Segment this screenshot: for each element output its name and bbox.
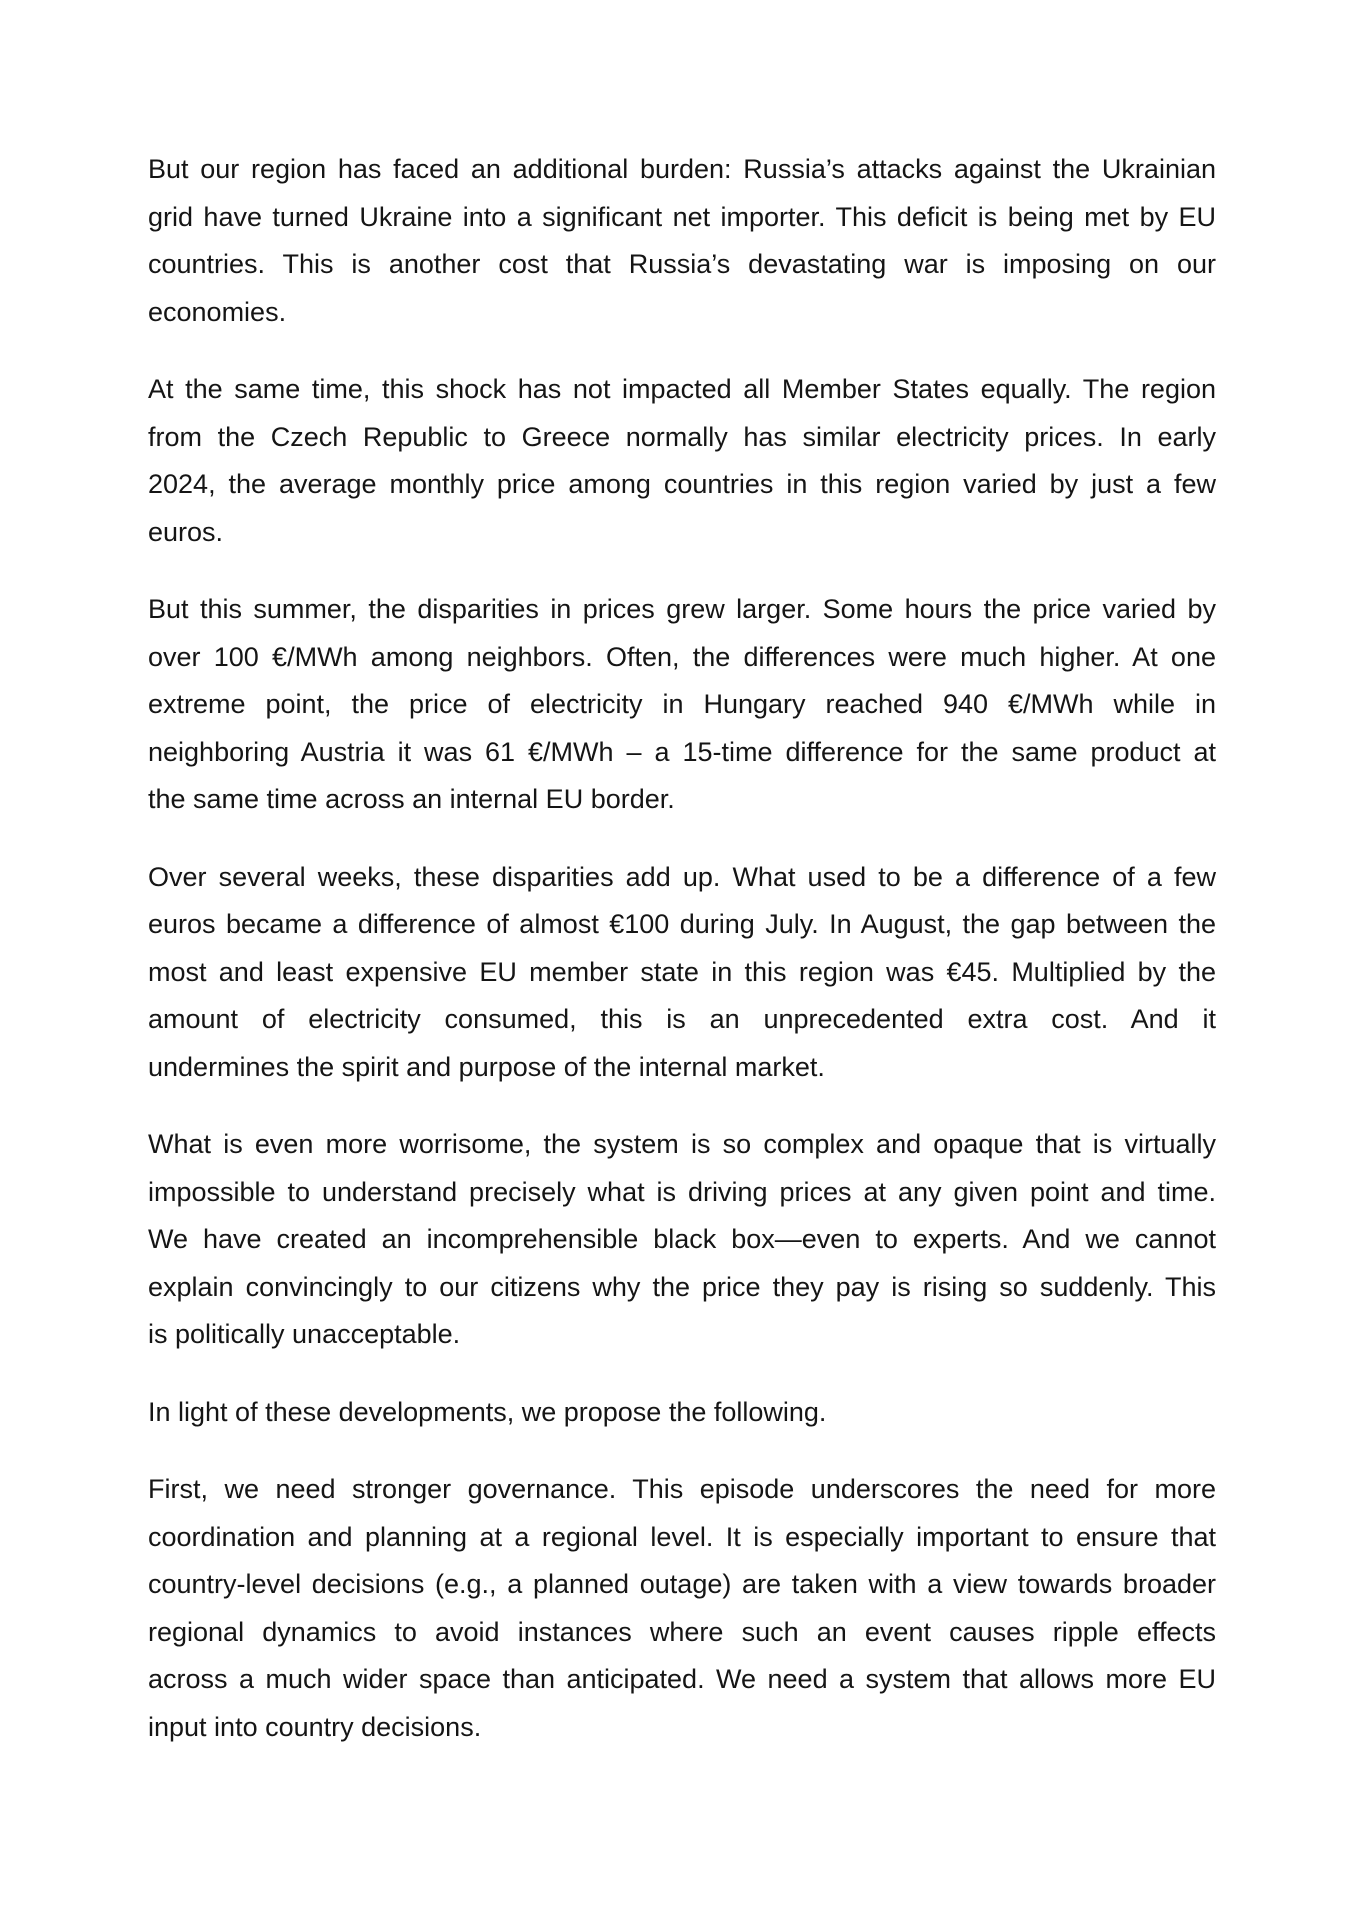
paragraph (148, 1466, 1216, 1751)
text-line: First, we need stronger governance. This episode underscores the need for more (148, 1474, 1216, 1504)
paragraph (148, 1121, 1216, 1359)
text-line: from the Czech Republic to Greece normally has similar electricity prices. In early (148, 421, 1216, 452)
text-line: euros became a difference of almost €100 during July. In August, the gap between the (148, 909, 1216, 939)
text-line: impossible to understand precisely what is driving prices at any given point and time. (148, 1176, 1216, 1207)
text-line: explain convincingly to our citizens why the price they pay is rising so suddenly. This (148, 1271, 1216, 1302)
paragraph (148, 586, 1216, 824)
text-line: country-level decisions (e.g., a planned outage) are taken with a view towards broader (148, 1569, 1216, 1599)
text-line: countries. This is another cost that Russia’s devastating war is imposing on our (148, 249, 1216, 279)
paragraph (148, 854, 1216, 1092)
text-line: coordination and planning at a regional level. It is especially important to ensure that (148, 1521, 1216, 1552)
text-line: But this summer, the disparities in prices grew larger. Some hours the price varied by (148, 594, 1216, 624)
text-line: extreme point, the price of electricity in Hungary reached 940 €/MWh while in (148, 689, 1216, 719)
text-line: input into country decisions. (148, 1711, 482, 1742)
text-line: At the same time, this shock has not impacted all Member States equally. The region (148, 374, 1216, 404)
paragraph (148, 366, 1216, 556)
text-line: is politically unacceptable. (148, 1319, 461, 1349)
paragraph (148, 146, 1216, 336)
text-line: the same time across an internal EU border. (148, 784, 675, 814)
text-line: Over several weeks, these disparities add up. What used to be a difference of a few (148, 861, 1216, 892)
text-line: What is even more worrisome, the system is so complex and opaque that is virtually (148, 1129, 1216, 1159)
text-line: economies. (148, 296, 287, 327)
text-line: neighboring Austria it was 61 €/MWh – a 15-time difference for the same product at (148, 736, 1216, 767)
text-line: 2024, the average monthly price among countries in this region varied by just a few (148, 469, 1216, 499)
paragraph (148, 1389, 1216, 1437)
text-line: over 100 €/MWh among neighbors. Often, the differences were much higher. At one (148, 641, 1216, 672)
text-line: across a much wider space than anticipated. We need a system that allows more EU (148, 1664, 1216, 1694)
text-line: amount of electricity consumed, this is an unprecedented extra cost. And it (148, 1004, 1216, 1034)
text-line: grid have turned Ukraine into a significant net importer. This deficit is being met by EU (148, 201, 1216, 232)
text-line: euros. (148, 516, 224, 547)
text-line: undermines the spirit and purpose of the internal market. (148, 1051, 825, 1082)
text-line: We have created an incomprehensible black box—even to experts. And we cannot (148, 1224, 1216, 1254)
text-line: regional dynamics to avoid instances where such an event causes ripple effects (148, 1616, 1216, 1647)
text-line: In light of these developments, we propose the following. (148, 1396, 827, 1427)
text-line: most and least expensive EU member state in this region was €45. Multiplied by the (148, 956, 1216, 987)
text-line: But our region has faced an additional burden: Russia’s attacks against the Ukrainian (148, 154, 1216, 184)
